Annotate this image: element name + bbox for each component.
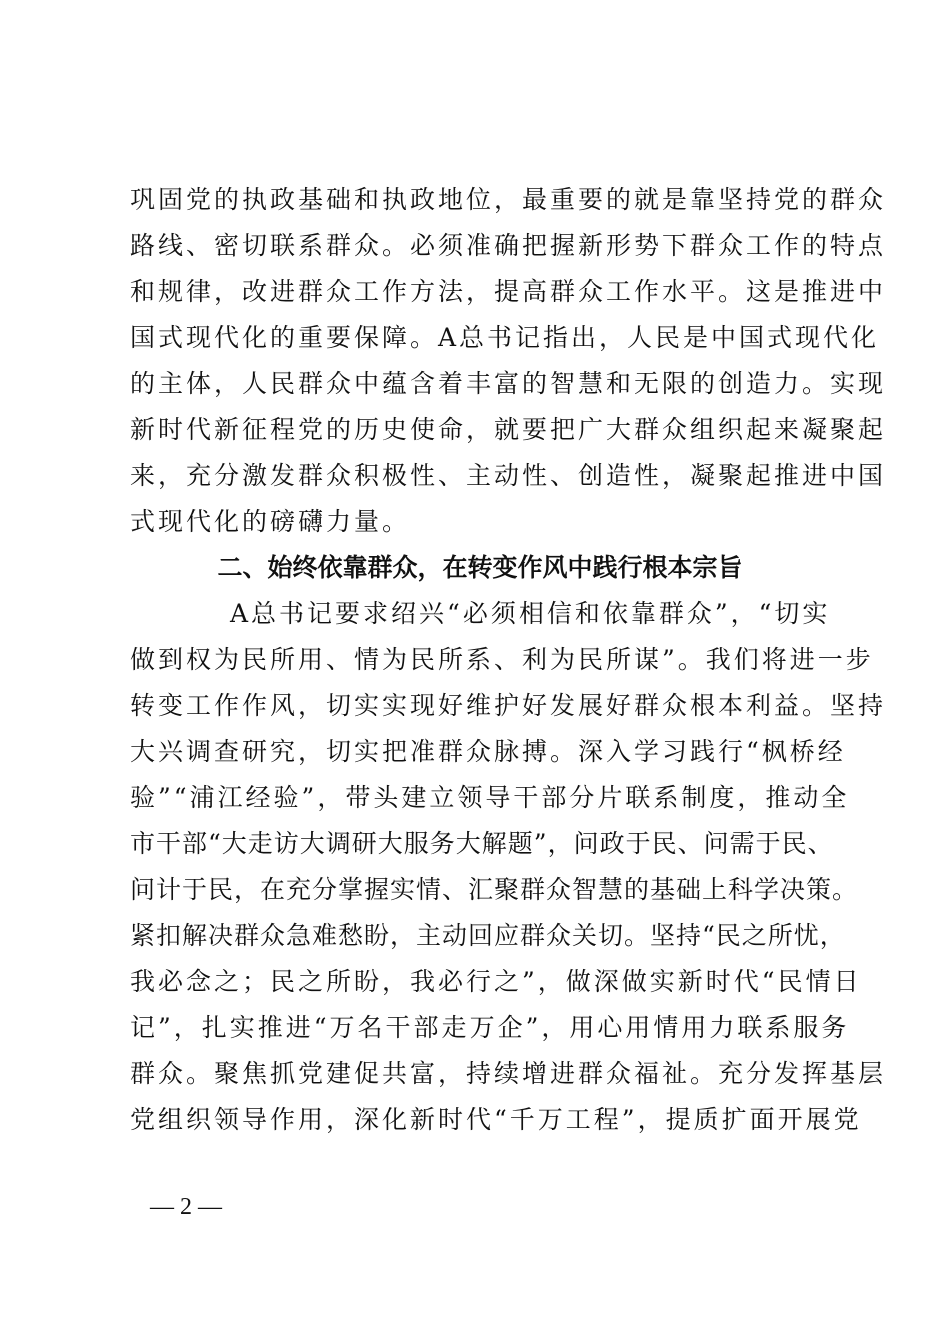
paragraph-2-line: 我必念之；民之所盼，我必行之”，做深做实新时代“民情日 xyxy=(130,967,862,996)
paragraph-1-line: 新时代新征程党的历史使命，就要把广大群众组织起来凝聚起 xyxy=(130,415,887,444)
paragraph-1-line: 来，充分激发群众积极性、主动性、创造性，凝聚起推进中国 xyxy=(130,461,887,490)
paragraph-2-line: 验”“浦江经验”，带头建立领导干部分片联系制度，推动全 xyxy=(130,783,850,812)
paragraph-1-line: 式现代化的磅礴力量。 xyxy=(130,507,411,536)
paragraph-1-line: 的主体，人民群众中蕴含着丰富的智慧和无限的创造力。实现 xyxy=(130,369,887,398)
paragraph-2-line: 党组织领导作用，深化新时代“千万工程”，提质扩面开展党 xyxy=(130,1105,862,1134)
paragraph-2-line: 做到权为民所用、情为民所系、利为民所谋”。我们将进一步 xyxy=(130,645,874,674)
page-number: — 2 — xyxy=(150,1194,222,1220)
paragraph-2-line: 紧扣解决群众急难愁盼，主动回应群众关切。坚持“民之所忧， xyxy=(130,921,846,950)
paragraph-1-line: 巩固党的执政基础和执政地位，最重要的就是靠坚持党的群众 xyxy=(130,185,887,214)
paragraph-2-line: 群众。聚焦抓党建促共富，持续增进群众福祉。充分发挥基层 xyxy=(130,1059,887,1088)
paragraph-2-line: 问计于民，在充分掌握实情、汇聚群众智慧的基础上科学决策。 xyxy=(130,875,859,904)
paragraph-1-line: 和规律，改进群众工作方法，提高群众工作水平。这是推进中 xyxy=(130,277,887,306)
paragraph-1-line: 国式现代化的重要保障。A总书记指出，人民是中国式现代化 xyxy=(130,323,880,352)
paragraph-2-line: 记”，扎实推进“万名干部走万企”，用心用情用力联系服务 xyxy=(130,1013,850,1042)
paragraph-2-line: 大兴调查研究，切实把准群众脉搏。深入学习践行“枫桥经 xyxy=(130,737,846,766)
paragraph-1-line: 路线、密切联系群众。必须准确把握新形势下群众工作的特点 xyxy=(130,231,887,260)
paragraph-2-line: A总书记要求绍兴“必须相信和依靠群众”，“切实 xyxy=(230,599,831,628)
paragraph-2-line: 转变工作作风，切实实现好维护好发展好群众根本利益。坚持 xyxy=(130,691,887,720)
paragraph-2-line: 市干部“大走访大调研大服务大解题”，问政于民、问需于民、 xyxy=(130,829,834,858)
section-heading: 二、始终依靠群众，在转变作风中践行根本宗旨 xyxy=(217,553,743,582)
